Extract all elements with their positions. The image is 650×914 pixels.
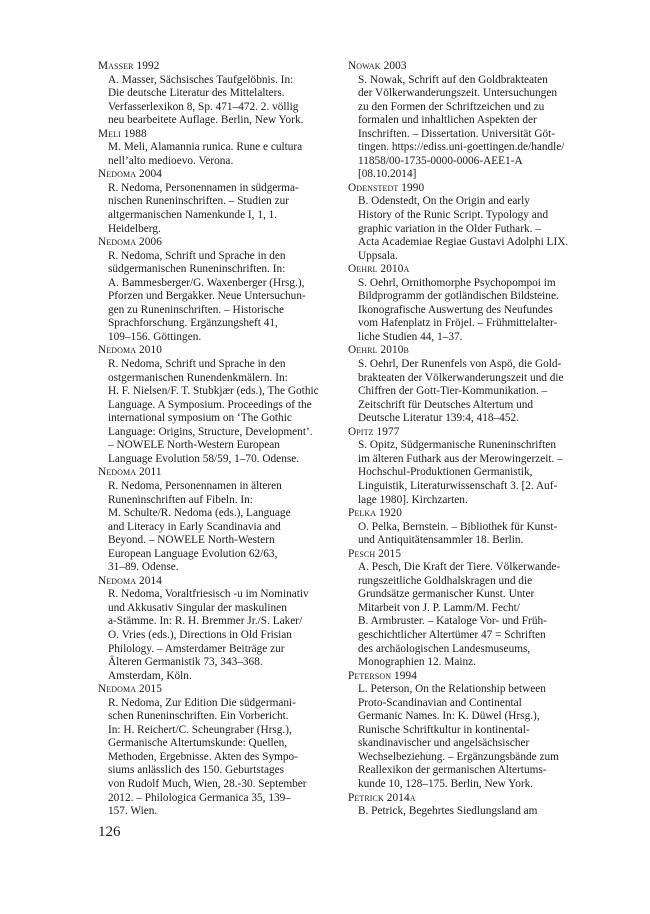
- citation-line: siums anlässlich des 150. Geburtstages: [108, 764, 285, 777]
- citation-line: R. Nedoma, Personennamen in südgerma-: [108, 181, 299, 194]
- entry-key: Nedoma 2010: [98, 344, 163, 357]
- citation-line: zu den Formen der Schriftzeichen und zu: [358, 100, 545, 113]
- citation-line: Sprachforschung. Ergänzungsheft 41,: [108, 317, 278, 330]
- citation-line: Germanic Names. In: K. Düwel (Hrsg.),: [358, 710, 540, 723]
- citation-line: Acta Academiae Regiae Gustavi Adolphi LIX.: [358, 236, 569, 249]
- citation-line: Linguistik, Literaturwissenschaft 3. [2. Auf-: [358, 479, 558, 492]
- entry-key: Nedoma 2014: [98, 574, 163, 587]
- citation-line: Grundsätze germanischer Kunst. Unter: [358, 588, 535, 601]
- citation-line: Language Evolution 58/59, 1–70. Odense.: [108, 452, 300, 465]
- bibliography-entry: [348, 344, 568, 425]
- citation-line: H. F. Nielsen/F. T. Stubkjær (eds.), The Gothic: [108, 385, 319, 398]
- bibliography-entry: [98, 466, 330, 574]
- citation-line: Heidelberg.: [108, 222, 161, 235]
- citation-line: Verfasserlexikon 8, Sp. 471–472. 2. völlig: [108, 100, 299, 113]
- citation-line: graphic variation in the Older Futhark. –: [358, 222, 541, 235]
- citation-line: O. Vries (eds.), Directions in Old Frisian: [108, 628, 292, 641]
- citation-line: Amsterdam, Köln.: [108, 669, 192, 682]
- citation-line: Monographien 12. Mainz.: [358, 656, 476, 669]
- citation-line: a-Stämme. In: R. H. Bremmer Jr./S. Laker/: [108, 615, 303, 628]
- citation-line: and Literacy in Early Scandinavia and: [108, 520, 281, 533]
- bibliography-entry: [98, 60, 330, 128]
- entry-citation: [348, 521, 568, 548]
- citation-line: vom Hafenplatz in Fröjel. – Frühmittelalter-: [358, 317, 558, 330]
- citation-line: S. Nowak, Schrift auf den Goldbrakteaten: [358, 73, 548, 86]
- citation-line: 2012. – Philologica Germanica 35, 139–: [108, 791, 291, 804]
- bibliography-entry: [98, 168, 330, 236]
- citation-line: Ikonografische Auswertung des Neufundes: [358, 303, 553, 316]
- citation-line: S. Oehrl, Der Runenfels von Aspö, die Gold-: [358, 358, 562, 371]
- entry-key: Pesch 2015: [348, 547, 402, 560]
- citation-line: Älteren Germanistik 73, 343–368.: [108, 656, 263, 669]
- citation-line: Beyond. – NOWELE North-Western: [108, 534, 275, 547]
- citation-line: M. Schulte/R. Nedoma (eds.), Language: [108, 507, 291, 520]
- citation-line: A. Pesch, Die Kraft der Tiere. Völkerwande-: [358, 561, 561, 574]
- citation-line: S. Opitz, Südgermanische Runeninschriften: [358, 439, 556, 452]
- entry-citation: [348, 277, 568, 345]
- citation-line: S. Oehrl, Ornithomorphe Psychopompoi im: [358, 276, 556, 289]
- bibliography-entry: [348, 263, 568, 344]
- citation-line: kunde 10, 128–175. Berlin, New York.: [358, 777, 534, 790]
- citation-line: ostgermanischen Runendenkmälern. In:: [108, 371, 288, 384]
- citation-line: brakteaten der Völkerwanderungszeit und die: [358, 371, 564, 384]
- bibliography-entry: [348, 507, 568, 548]
- entry-citation: [98, 182, 330, 236]
- citation-line: R. Nedoma, Schrift und Sprache in den: [108, 249, 286, 262]
- citation-line: European Language Evolution 62/63,: [108, 547, 278, 560]
- citation-line: gen zu Runeninschriften. – Historische: [108, 303, 285, 316]
- entry-key: Nowak 2003: [348, 60, 407, 72]
- citation-line: B. Odenstedt, On the Origin and early: [358, 195, 530, 208]
- citation-line: Language: Origins, Structure, Development’.: [108, 425, 313, 438]
- entry-citation: [348, 805, 568, 819]
- entry-key: Peterson 1994: [348, 669, 418, 682]
- citation-line: im älteren Futhark aus der Merowingerzeit. –: [358, 452, 563, 465]
- citation-line: O. Pelka, Bernstein. – Bibliothek für Kunst-: [358, 520, 558, 533]
- entry-citation: [348, 683, 568, 791]
- entry-key: Nedoma 2006: [98, 236, 163, 249]
- citation-line: von Rudolf Much, Wien, 28.-30. September: [108, 777, 307, 790]
- citation-line: des archäologischen Landesmuseums,: [358, 642, 531, 655]
- entry-key: Opitz 1977: [348, 425, 400, 438]
- citation-line: liche Studien 44, 1–37.: [358, 330, 463, 343]
- citation-line: – NOWELE North-Western European: [108, 439, 280, 452]
- entry-key: Meli 1988: [98, 127, 147, 140]
- bibliography-entry: [98, 683, 330, 818]
- citation-line: Hochschul-Produktionen Germanistik,: [358, 466, 533, 479]
- bibliography-entry: [348, 792, 568, 819]
- entry-key: Masser 1992: [98, 60, 160, 72]
- citation-line: Germanische Altertumskunde: Quellen,: [108, 737, 288, 750]
- bibliography-entry: [348, 426, 568, 507]
- bibliography-column-left: [98, 60, 330, 819]
- citation-line: Methoden, Ergebnisse. Akten des Sympo-: [108, 750, 298, 763]
- bibliography-column-right: [348, 60, 568, 819]
- entry-citation: [98, 480, 330, 575]
- bibliography-entry: [348, 548, 568, 670]
- citation-line: nischen Runeninschriften. – Studien zur: [108, 195, 290, 208]
- citation-line: Uppsala.: [358, 249, 398, 262]
- citation-line: Mitarbeit von J. P. Lamm/M. Fecht/: [358, 601, 520, 614]
- entry-key: Nedoma 2015: [98, 683, 163, 696]
- bibliography-entry: [348, 182, 568, 263]
- entry-key: Oehrl 2010a: [348, 263, 410, 276]
- entry-citation: [348, 358, 568, 426]
- citation-line: Philology. – Amsterdamer Beiträge zur: [108, 642, 285, 655]
- citation-line: Runeninschriften auf Fibeln. In:: [108, 493, 253, 506]
- entry-citation: [348, 561, 568, 669]
- citation-line: schen Runeninschriften. Ein Vorbericht.: [108, 710, 289, 723]
- citation-line: und Akkusativ Singular der maskulinen: [108, 601, 287, 614]
- citation-line: Language. A Symposium. Proceedings of the: [108, 398, 312, 411]
- citation-line: südgermanischen Runeninschriften. In:: [108, 263, 286, 276]
- citation-line: neu bearbeitete Auflage. Berlin, New York.: [108, 114, 304, 127]
- citation-line: skandinavischer und angelsächsischer: [358, 737, 530, 750]
- bibliography-entry: [98, 236, 330, 344]
- bibliography-entry: [98, 128, 330, 169]
- entry-citation: [348, 195, 568, 263]
- citation-line: und Antiquitätensammler 18. Berlin.: [358, 534, 524, 547]
- citation-line: rungszeitliche Goldhalskragen und die: [358, 574, 533, 587]
- citation-line: tingen. https://ediss.uni-goettingen.de/handle/: [358, 141, 565, 154]
- entry-key: Oehrl 2010b: [348, 344, 409, 357]
- citation-line: altgermanischen Namenkunde I, 1, 1.: [108, 209, 278, 222]
- citation-line: Deutsche Literatur 139:4, 418–452.: [358, 412, 519, 425]
- citation-line: R. Nedoma, Voraltfriesisch -u im Nominativ: [108, 588, 309, 601]
- entry-citation: [98, 74, 330, 128]
- citation-line: R. Nedoma, Schrift und Sprache in den: [108, 358, 286, 371]
- entry-key: Nedoma 2004: [98, 168, 163, 181]
- entry-key: Odenstedt 1990: [348, 181, 425, 194]
- citation-line: 109–156. Göttingen.: [108, 330, 202, 343]
- bibliography-entry: [98, 344, 330, 466]
- citation-line: R. Nedoma, Zur Edition Die südgermani-: [108, 696, 296, 709]
- citation-line: History of the Runic Script. Typology and: [358, 209, 549, 222]
- citation-line: Inschriften. – Dissertation. Universität Göt-: [358, 127, 556, 140]
- citation-line: Zeitschrift für Deutsches Altertum und: [358, 398, 534, 411]
- entry-citation: [348, 74, 568, 182]
- entry-key: Nedoma 2011: [98, 466, 162, 479]
- citation-line: 157. Wien.: [108, 805, 158, 818]
- citation-line: international symposium on ‘The Gothic: [108, 412, 292, 425]
- citation-line: Chiffren der Gott-Tier-Kommunikation. –: [358, 385, 548, 398]
- citation-line: L. Peterson, On the Relationship between: [358, 683, 546, 696]
- citation-line: M. Meli, Alamannia runica. Rune e cultura: [108, 141, 303, 154]
- citation-line: Pforzen und Bergakker. Neue Untersuchun-: [108, 290, 306, 303]
- citation-line: [08.10.2014]: [358, 168, 417, 181]
- citation-line: Proto-Scandinavian and Continental: [358, 696, 522, 709]
- citation-line: Reallexikon der germanischen Altertums-: [358, 764, 547, 777]
- entry-citation: [98, 141, 330, 168]
- page-number: 126: [98, 824, 121, 840]
- citation-line: lage 1980]. Kirchzarten.: [358, 493, 468, 506]
- entry-citation: [98, 697, 330, 819]
- citation-line: Die deutsche Literatur des Mittelalters.: [108, 87, 285, 100]
- entry-citation: [98, 358, 330, 466]
- bibliography-entry: [348, 670, 568, 792]
- entry-key: Petrick 2014a: [348, 791, 416, 804]
- citation-line: Wechselbeziehung. – Ergänzungsbände zum: [358, 750, 559, 763]
- citation-line: geschichtlicher Altertümer 47 = Schriften: [358, 628, 546, 641]
- citation-line: R. Nedoma, Personennamen in älteren: [108, 479, 282, 492]
- citation-line: 11858/00-1735-0000-0006-AEE1-A: [358, 154, 523, 167]
- citation-line: der Völkerwanderungszeit. Untersuchungen: [358, 87, 557, 100]
- entry-citation: [98, 250, 330, 345]
- entry-citation: [98, 588, 330, 683]
- citation-line: B. Petrick, Begehrtes Siedlungsland am: [358, 805, 538, 818]
- entry-key: Pelka 1920: [348, 507, 403, 520]
- citation-line: A. Bammesberger/G. Waxenberger (Hrsg.),: [108, 276, 305, 289]
- citation-line: In: H. Reichert/C. Scheungraber (Hrsg.),: [108, 723, 292, 736]
- citation-line: Bildprogramm der gotländischen Bildsteine.: [358, 290, 559, 303]
- entry-citation: [348, 439, 568, 507]
- citation-line: Runische Schriftkultur in kontinental-: [358, 723, 530, 736]
- citation-line: B. Armbruster. – Kataloge Vor- und Früh-: [358, 615, 547, 628]
- bibliography-entry: [348, 60, 568, 182]
- citation-line: 31–89. Odense.: [108, 561, 179, 574]
- citation-line: formalen und inhaltlichen Aspekten der: [358, 114, 537, 127]
- citation-line: nell’alto medioevo. Verona.: [108, 154, 234, 167]
- bibliography-entry: [98, 575, 330, 683]
- citation-line: A. Masser, Sächsisches Taufgelöbnis. In:: [108, 73, 294, 86]
